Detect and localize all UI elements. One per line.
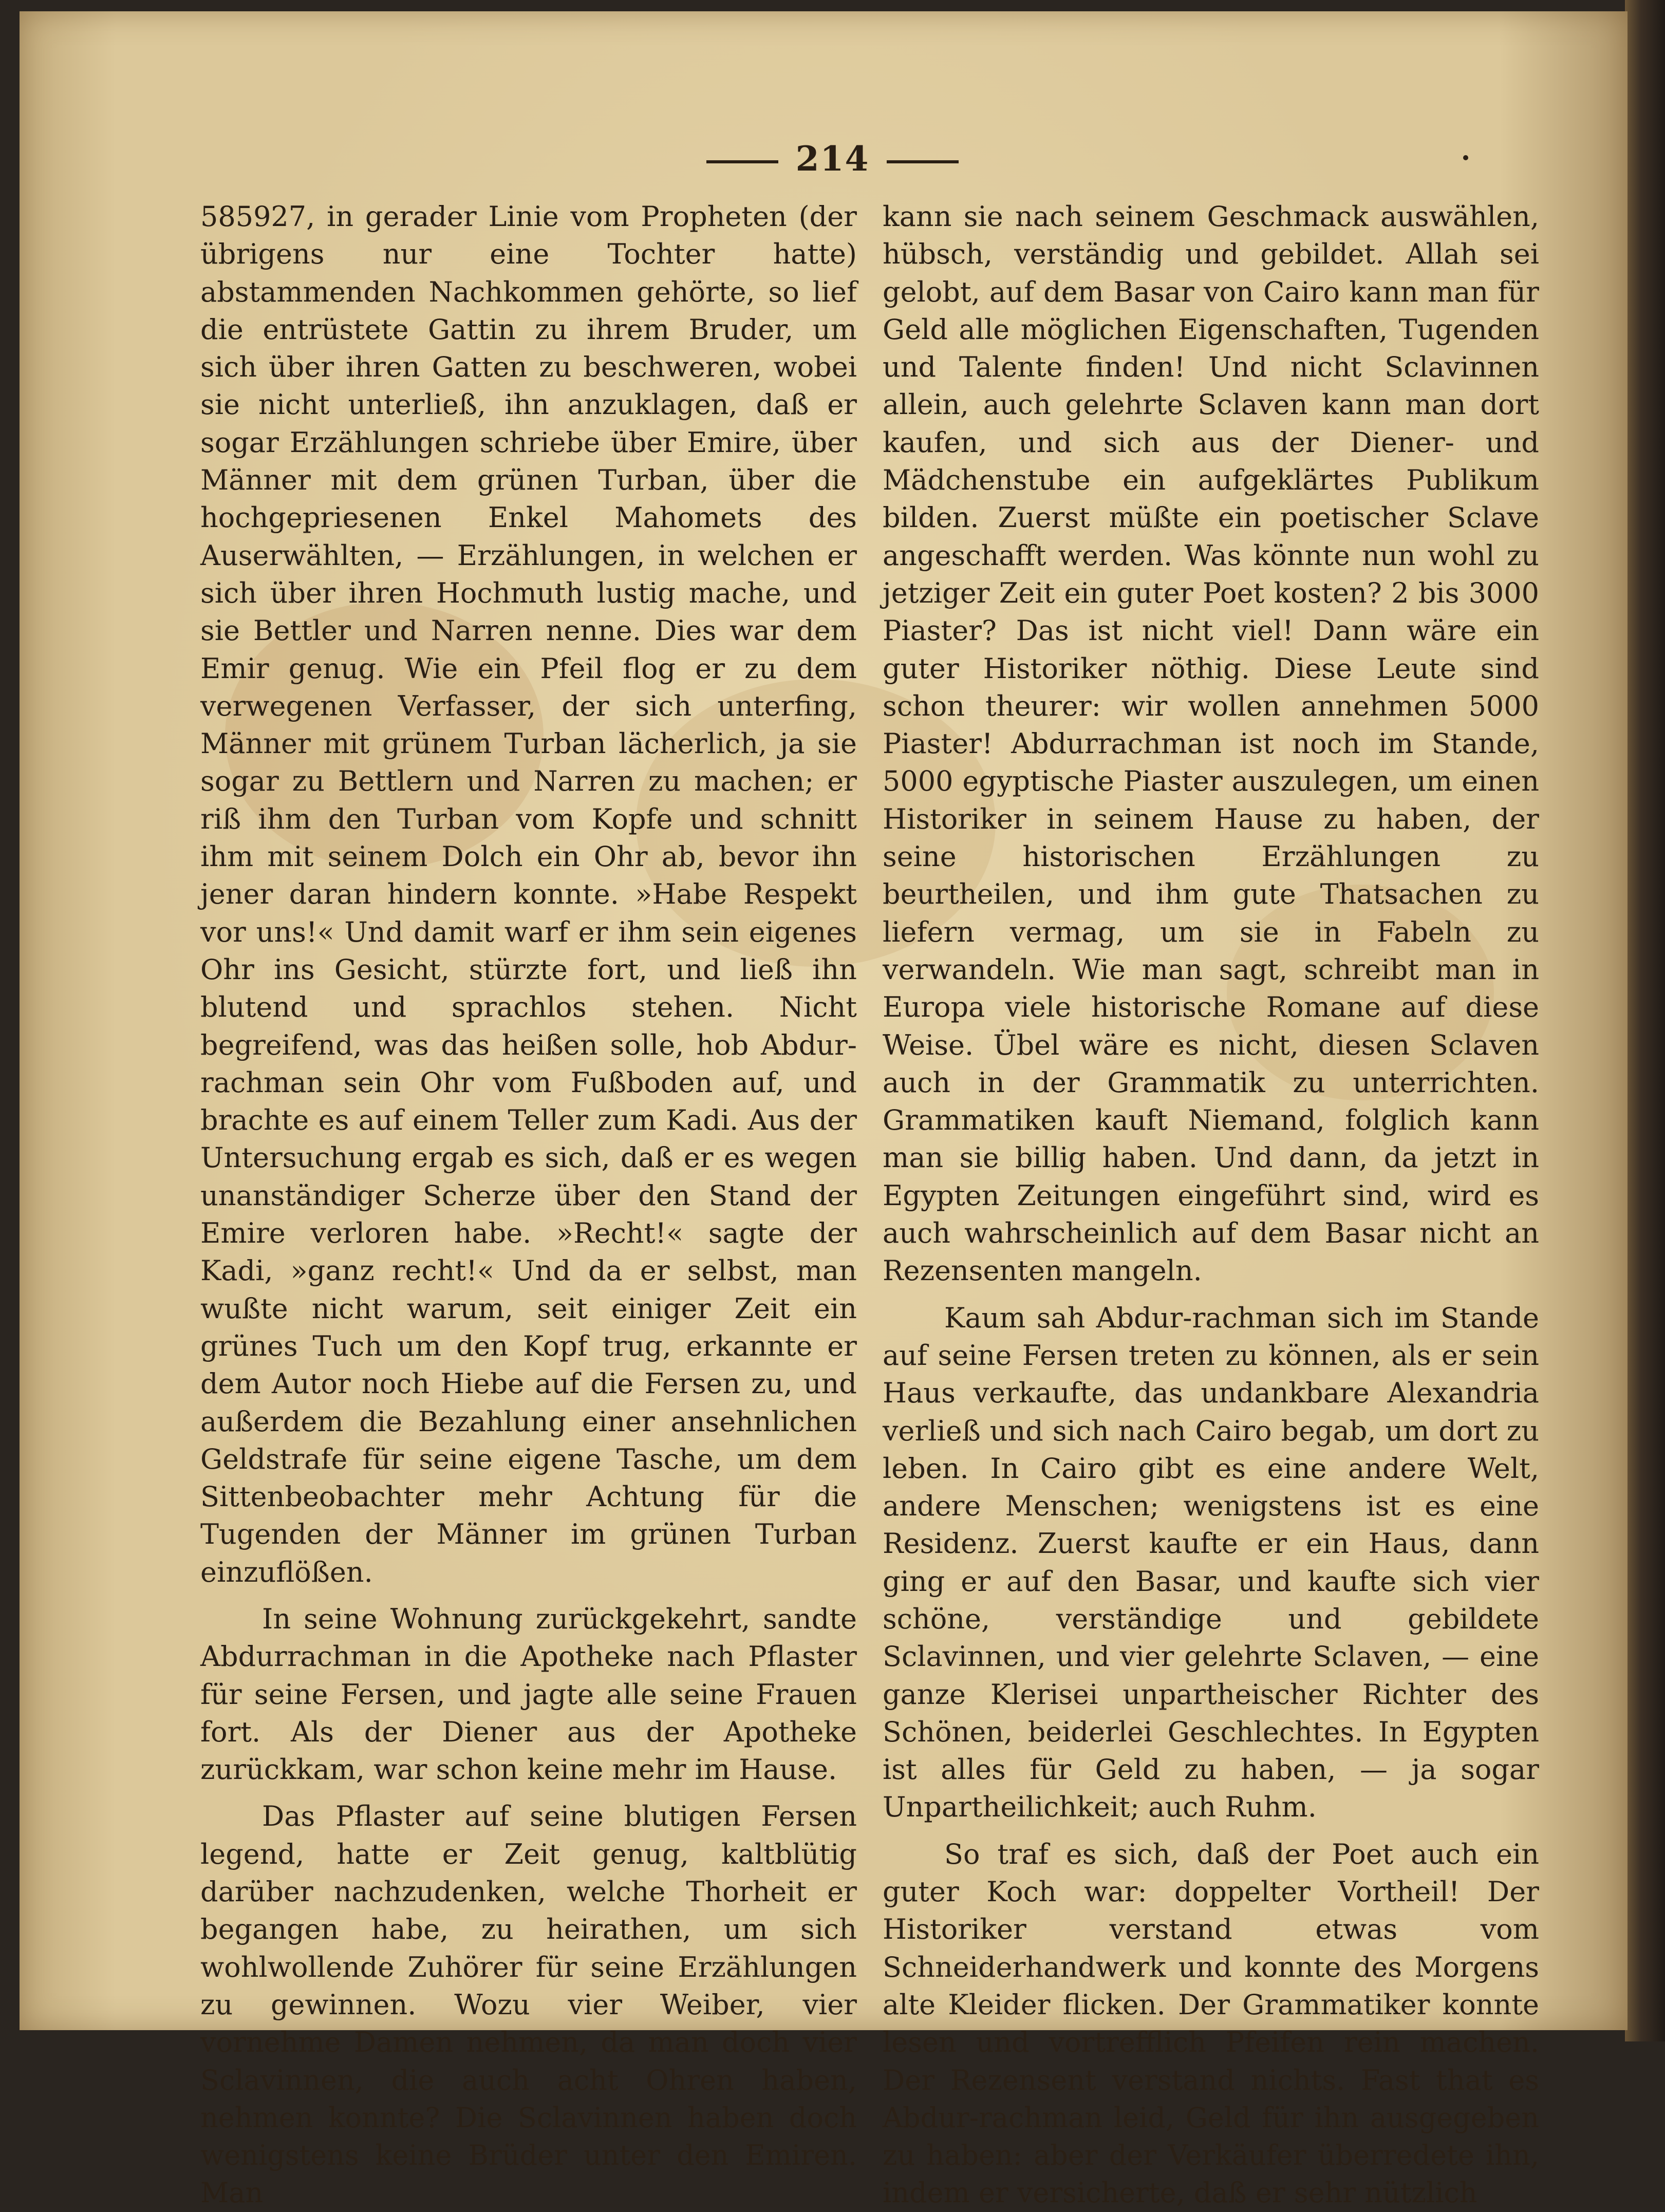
page-number: 214	[795, 139, 870, 179]
paragraph: Kaum sah Abdur-rachman sich im Stande auf seine Fersen treten zu können, als er sein Haus verkaufte, das undankbare Alexandria verließ und sich nach Cairo begab, um dort zu leben. In Cairo gibt es eine andere Welt, andere Menschen; wenigstens ist es eine Residenz. Zuerst kaufte er ein Haus, dann ging er auf den Basar, und kaufte sich vier schöne, verständige und gebildete Sclavinnen, und vier gelehrte Sclaven, — eine ganze Klerisei unpartheischer Richter des Schönen, beiderlei Geschlechtes. In Egypten ist alles für Geld zu haben, — ja sogar Unpartheilichkeit; auch Ruhm.	[883, 1301, 1539, 1824]
header-rule-left	[706, 160, 778, 163]
paragraph: 585927, in gerader Linie vom Propheten (der übrigens nur eine Tochter hatte) abstammenden Nachkommen gehörte, so lief die entrüstete Gattin zu ihrem Bruder, um sich über ihren Gatten zu beschweren, wobei sie nicht unterließ, ihn anzuklagen, daß er sogar Erzählungen schriebe über Emire, über Männer mit dem grünen Turban, über die hochgepriesenen Enkel Mahomets des Auserwählten, — Erzählungen, in welchen er sich über ihren Hochmuth lustig mache, und sie Bettler und Narren nenne. Dies war dem Emir genug. Wie ein Pfeil flog er zu dem verwegenen Verfasser, der sich unterfing, Männer mit grünem Turban lächerlich, ja sie sogar zu Bettlern und Narren zu machen; er riß ihm den Turban vom Kopfe und schnitt ihm mit seinem Dolch ein Ohr ab, bevor ihn jener daran hindern konnte. »Habe Respekt vor uns!« Und damit warf er ihm sein eigenes Ohr ins Gesicht, stürzte fort, und ließ ihn blutend und sprachlos stehen. Nicht begreifend, was das heißen solle, hob Abdur-rachman sein Ohr vom Fußboden auf, und brachte es auf einem Teller zum Kadi. Aus der Untersuchung ergab es sich, daß er es wegen unanständiger Scherze über den Stand der Emire verloren habe. »Recht!« sagte der Kadi, »ganz recht!« Und da er selbst, man wußte nicht warum, seit einiger Zeit ein grünes Tuch um den Kopf trug, erkannte er dem Autor noch Hiebe auf die Fersen zu, und außerdem die Bezahlung einer ansehnlichen Geldstrafe für seine eigene Tasche, um dem Sittenbeobachter mehr Achtung für die Tugenden der Männer im grünen Turban einzuflößen.	[200, 200, 857, 1588]
paragraph: Das Pflaster auf seine blutigen Fersen legend, hatte er Zeit genug, kaltblütig darüber nachzudenken, welche Thorheit er begangen habe, zu heirathen, um sich wohlwollende Zuhörer für seine Erzählungen zu gewinnen. Wozu vier Weiber, vier vornehme Damen nehmen, da man doch vier Sclavinnen, die auch acht Ohren haben, nehmen konnte? Die Sclavinnen haben doch wenigstens keine Brüder unter den Emiren. Man	[200, 1800, 857, 2209]
paragraph: So traf es sich, daß der Poet auch ein guter Koch war: doppelter Vortheil! Der Historiker verstand etwas vom Schneiderhandwerk und konnte des Morgens alte Kleider flicken. Der Grammatiker konnte lesen und vortrefflich Pfeifen rein machen. Der Rezensent verstand nichts. Fast that es Abdur-rachman leid, Geld für ihn ausgegeben zu haben: aber der Verkäufer überredete ihn, indem er versicherte, daß er sehr nützlich	[883, 1838, 1539, 2209]
left-column	[200, 198, 857, 2212]
print-mark	[1463, 155, 1468, 160]
book-spine-edge	[1625, 0, 1665, 2041]
right-column	[883, 198, 1539, 2212]
paragraph: In seine Wohnung zurückgekehrt, sandte Abdurrachman in die Apotheke nach Pflaster für seine Fersen, und jagte alle seine Frauen fort. Als der Diener aus der Apotheke zurückkam, war schon keine mehr im Hause.	[200, 1602, 857, 1786]
paragraph: kann sie nach seinem Geschmack auswählen, hübsch, verständig und gebildet. Allah sei gelobt, auf dem Basar von Cairo kann man für Geld alle möglichen Eigenschaften, Tugenden und Talente finden! Und nicht Sclavinnen allein, auch gelehrte Sclaven kann man dort kaufen, und sich aus der Diener- und Mädchenstube ein aufgeklärtes Publikum bilden. Zuerst müßte ein poetischer Sclave angeschafft werden. Was könnte nun wohl zu jetziger Zeit ein guter Poet kosten? 2 bis 3000 Piaster? Das ist nicht viel! Dann wäre ein guter Historiker nöthig. Diese Leute sind schon theurer: wir wollen annehmen 5000 Piaster! Abdurrachman ist noch im Stande, 5000 egyptische Piaster auszulegen, um einen Historiker in seinem Hause zu haben, der seine historischen Erzählungen zu beurtheilen, und ihm gute Thatsachen zu liefern vermag, um sie in Fabeln zu verwandeln. Wie man sagt, schreibt man in Europa viele historische Romane auf diese Weise. Übel wäre es nicht, diesen Sclaven auch in der Grammatik zu unterrichten. Grammatiken kauft Niemand, folglich kann man sie billig haben. Und dann, da jetzt in Egypten Zeitungen eingeführt sind, wird es auch wahrscheinlich auf dem Basar nicht an Rezensenten mangeln.	[883, 200, 1539, 1287]
header-rule-right	[887, 160, 959, 163]
page-header	[0, 139, 1665, 179]
